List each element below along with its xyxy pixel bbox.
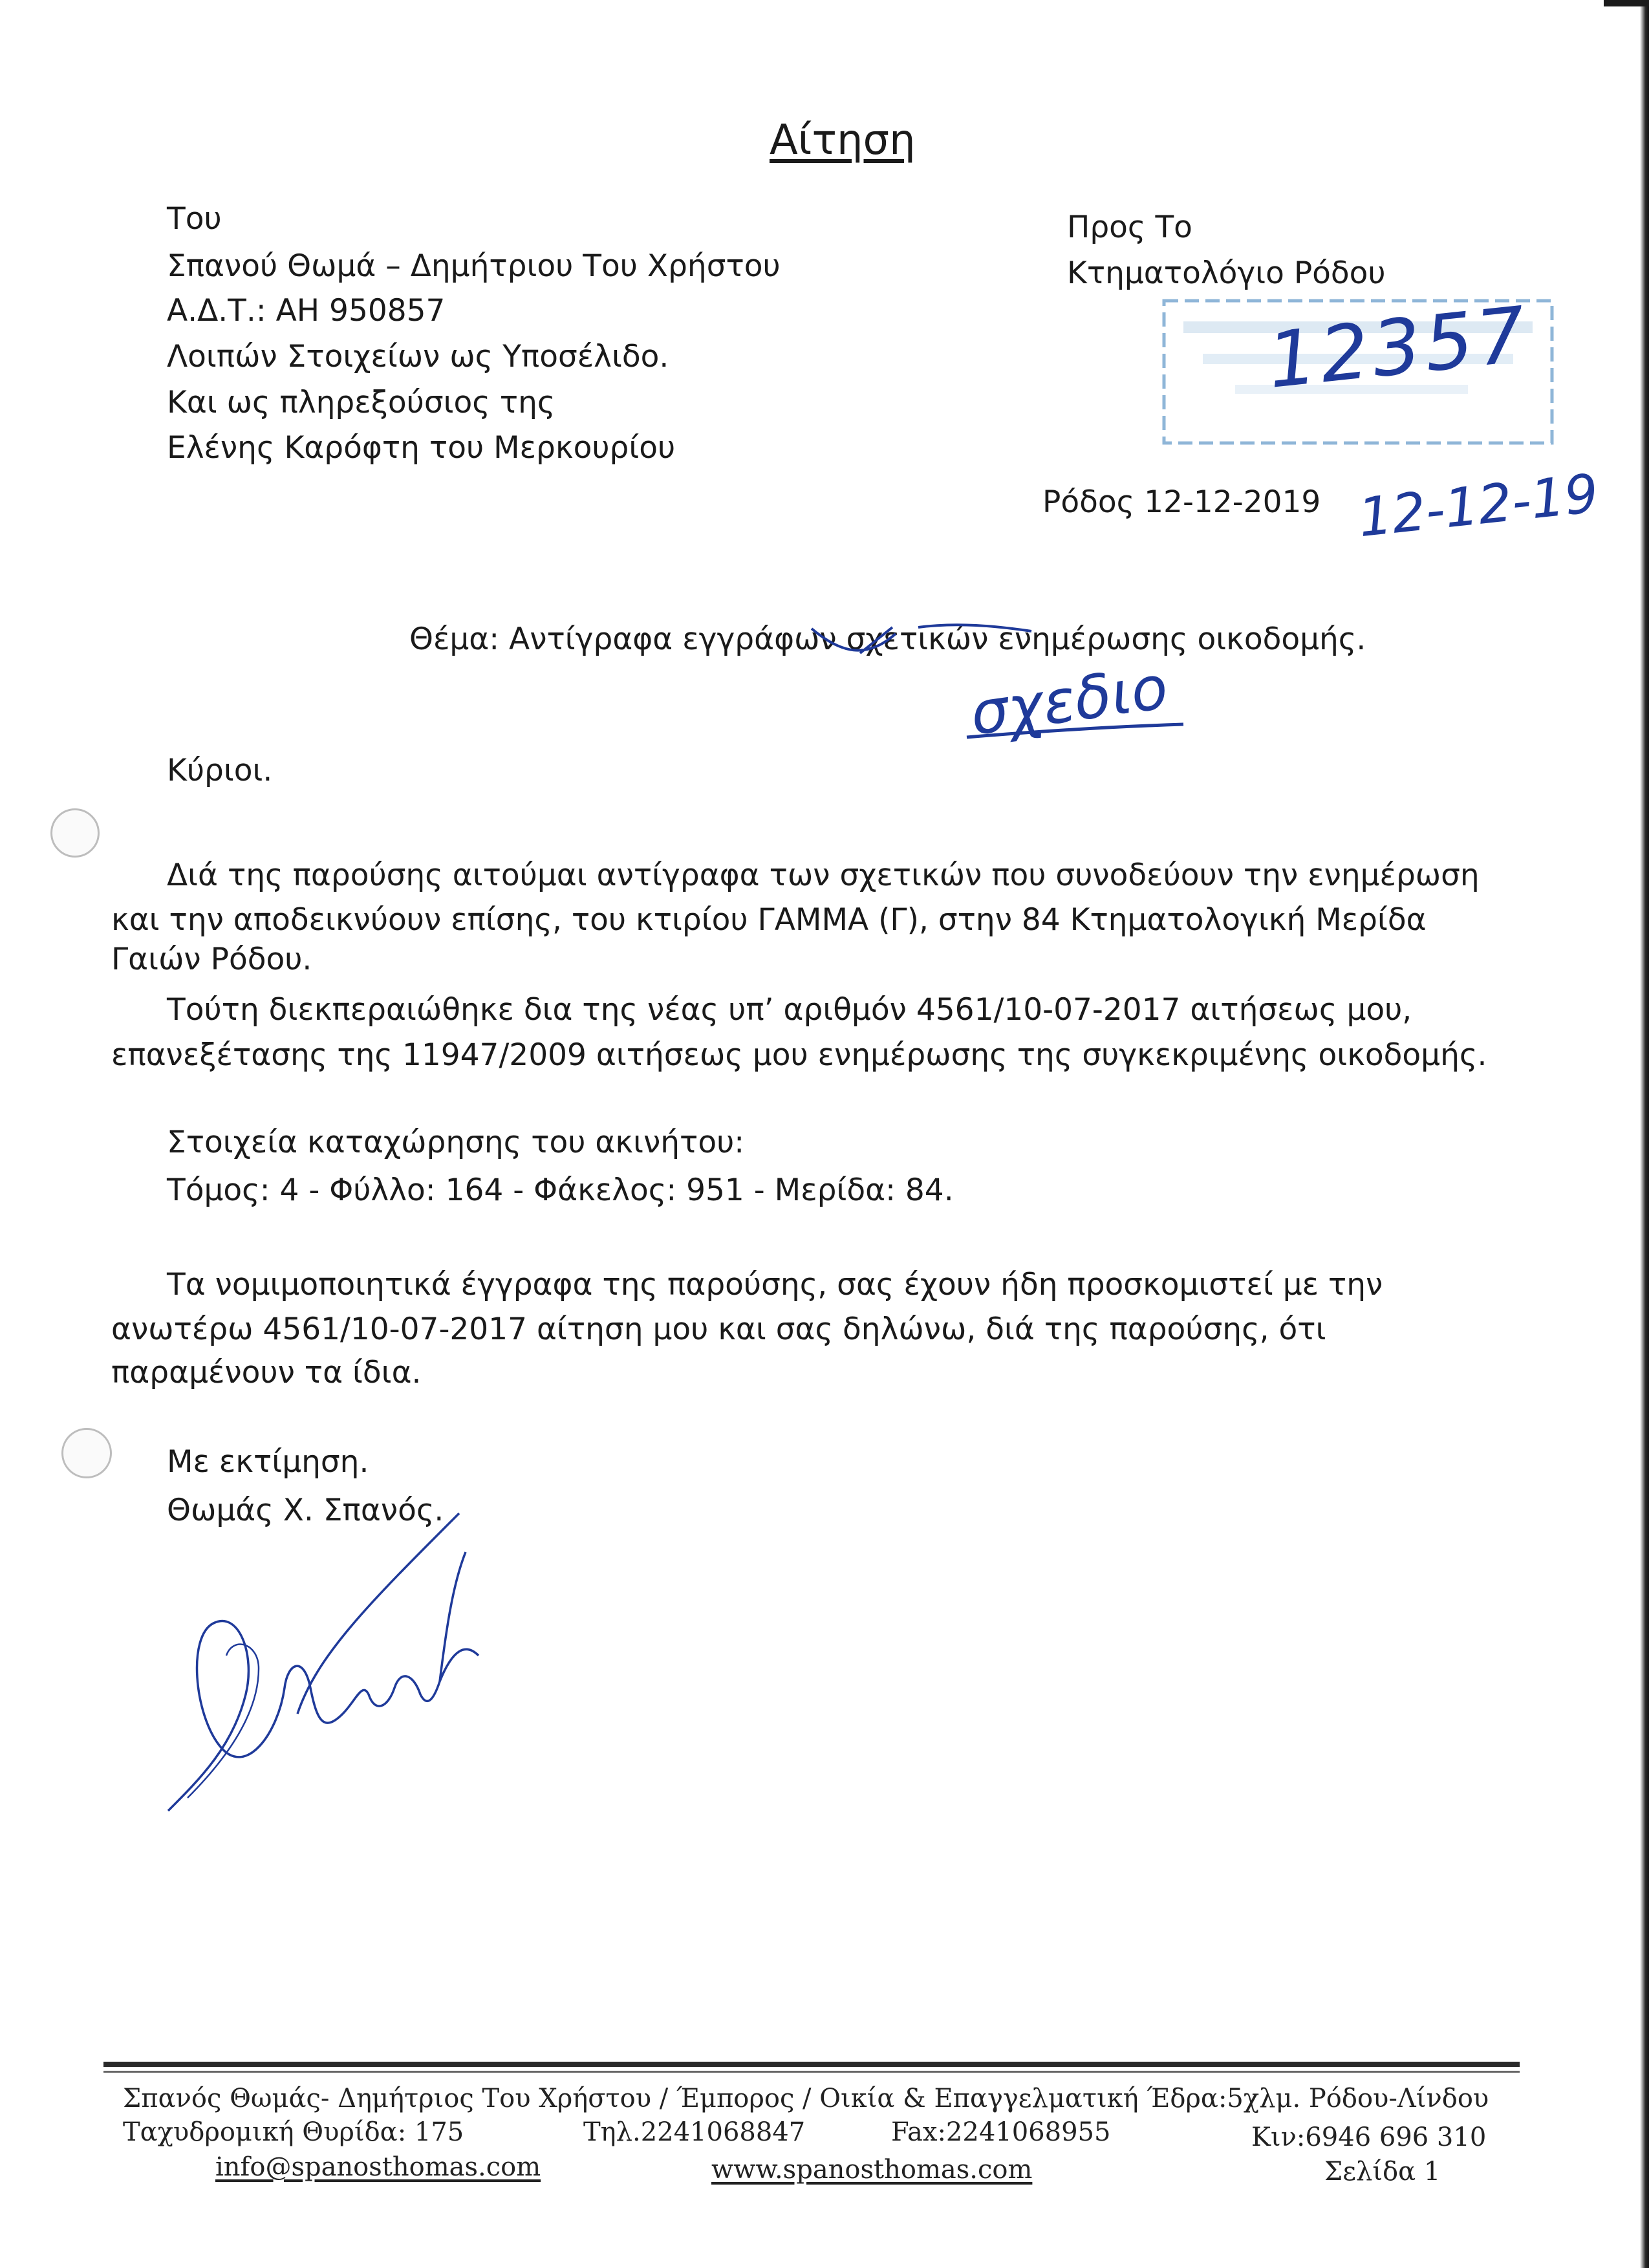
- body-p4-line-2: ανωτέρω 4561/10-07-2017 αίτηση μου και σας δηλώνω, διά της παρούσης, ότι: [111, 1312, 1326, 1347]
- body-p1-line-1: Διά της παρούσης αιτούμαι αντίγραφα των σχετικών που συνοδεύουν την ενημέρωση: [167, 858, 1480, 893]
- footer-website-link[interactable]: www.spanosthomas.com: [711, 2155, 1033, 2185]
- subject-strikeout-scribble: [763, 614, 1035, 679]
- closing-name: Θωμάς Χ. Σπανός.: [167, 1493, 444, 1528]
- property-details-heading: Στοιχεία καταχώρησης του ακινήτου:: [167, 1125, 745, 1160]
- printed-date: Ρόδος 12-12-2019: [1042, 484, 1321, 520]
- body-p4-line-3: παραμένουν τα ίδια.: [111, 1355, 422, 1390]
- handwritten-date: 12-12-19: [1355, 462, 1602, 550]
- body-p1-line-3: Γαιών Ρόδου.: [111, 942, 312, 977]
- greeting: Κύριοι.: [167, 753, 273, 788]
- document-title: Αίτηση: [770, 116, 916, 164]
- sender-principal-name: Ελένης Καρόφτη του Μερκουρίου: [167, 430, 676, 466]
- footer-mobile: Κιν:6946 696 310: [1251, 2122, 1487, 2152]
- recipient-line-2: Κτηματολόγιο Ρόδου: [1067, 255, 1386, 291]
- sender-id-number: Α.Δ.Τ.: ΑΗ 950857: [167, 293, 446, 329]
- footer-page-number: Σελίδα 1: [1324, 2157, 1441, 2187]
- footer-rule-thin: [103, 2071, 1520, 2073]
- handwritten-subject-note: σχεδιο: [966, 653, 1172, 749]
- recipient-line-1: Προς Το: [1067, 210, 1192, 245]
- footer-email-link[interactable]: info@spanosthomas.com: [215, 2152, 541, 2182]
- footer-rule-thick: [103, 2062, 1520, 2067]
- scan-edge-right: [1640, 0, 1649, 2268]
- sender-name: Σπανού Θωμά – Δημήτριου Του Χρήστου: [167, 248, 781, 284]
- scan-edge-top: [1604, 0, 1649, 6]
- footer-fax: Fax:2241068955: [891, 2117, 1111, 2147]
- sender-line-1: Του: [167, 201, 222, 237]
- closing-regards: Με εκτίμηση.: [167, 1444, 369, 1480]
- sender-proxy-line: Και ως πληρεξούσιος της: [167, 385, 555, 420]
- footer-phone: Τηλ.2241068847: [583, 2117, 806, 2147]
- footer-business-line: Σπανός Θωμάς- Δημήτριος Του Χρήστου / Έμπορος / Οικία & Επαγγελματική Έδρα:5χλμ. Ρόδου-Λίνδου: [123, 2084, 1489, 2113]
- sender-details-note: Λοιπών Στοιχείων ως Υποσέλιδο.: [167, 339, 669, 374]
- handwritten-signature: [149, 1500, 498, 1837]
- footer-po-box: Ταχυδρομική Θυρίδα: 175: [123, 2117, 464, 2147]
- body-p1-line-2: και την αποδεικνύουν επίσης, του κτιρίου ΓΑΜΜΑ (Γ), στην 84 Κτηματολογική Μερίδα: [111, 902, 1427, 938]
- punch-hole-top: [50, 808, 100, 858]
- handwritten-note-underline: [964, 718, 1190, 750]
- property-details-values: Τόμος: 4 - Φύλλο: 164 - Φάκελος: 951 - Μερίδα: 84.: [167, 1172, 954, 1208]
- body-p4-line-1: Τα νομιμοποιητικά έγγραφα της παρούσης, σας έχουν ήδη προσκομιστεί με την: [167, 1267, 1383, 1302]
- stamp-handwritten-number: 12357: [1263, 289, 1534, 405]
- body-p2-line-1: Τούτη διεκπεραιώθηκε δια της νέας υπ’ αριθμόν 4561/10-07-2017 αιτήσεως μου,: [167, 992, 1412, 1028]
- body-p2-line-2: επανεξέτασης της 11947/2009 αιτήσεως μου ενημέρωσης της συγκεκριμένης οικοδομής.: [111, 1037, 1487, 1073]
- punch-hole-bottom: [61, 1428, 112, 1478]
- subject-line: Θέμα: Αντίγραφα εγγράφων σχετικών ενημέρωσης οικοδομής.: [409, 621, 1366, 657]
